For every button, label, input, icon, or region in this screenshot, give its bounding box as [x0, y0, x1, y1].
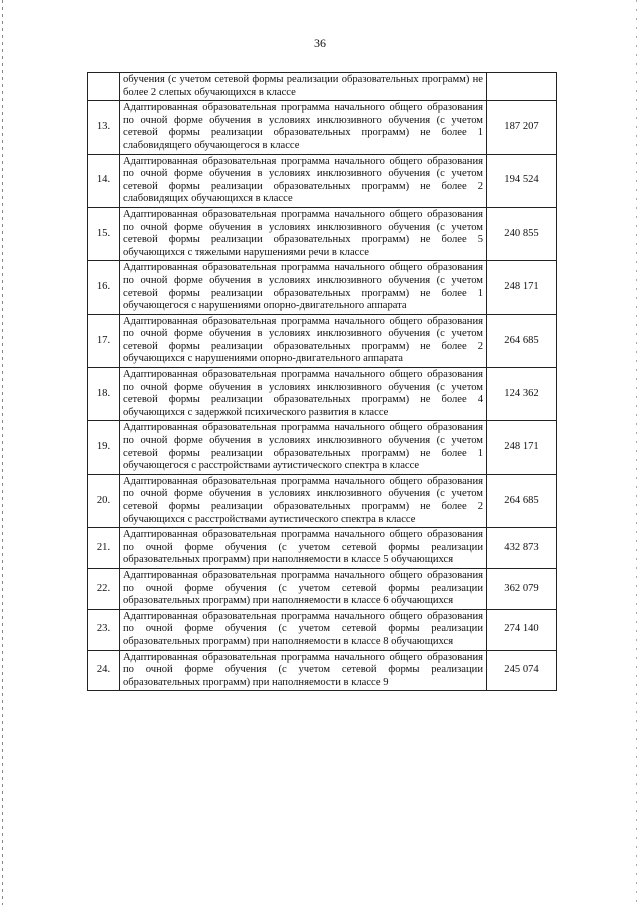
cost-value: 264 685 — [487, 474, 557, 527]
cost-value: 248 171 — [487, 261, 557, 314]
program-description: Адаптированная образовательная программа начального общего образования по очной форме обучения (с учетом сетевой формы реализации образовательных программ) при наполняемости в классе 8 обучающихся — [120, 609, 487, 650]
table-row — [88, 528, 557, 569]
program-description: Адаптированная образовательная программа начального общего образования по очной форме обучения в условиях инклюзивного обучения (с учетом сетевой формы реализации образовательных программ) не более 2 слабовидящих обучающихся в классе — [120, 154, 487, 207]
table-row — [88, 474, 557, 527]
table-row — [88, 261, 557, 314]
cost-value: 245 074 — [487, 650, 557, 691]
row-number: 19. — [88, 421, 120, 474]
cost-table — [87, 72, 557, 691]
program-description: Адаптированная образовательная программа начального общего образования по очной форме обучения (с учетом сетевой формы реализации образовательных программ) при наполняемости в классе 9 — [120, 650, 487, 691]
table-row — [88, 421, 557, 474]
cost-value: 240 855 — [487, 207, 557, 260]
row-number: 22. — [88, 568, 120, 609]
table-row — [88, 154, 557, 207]
cost-value: 187 207 — [487, 101, 557, 154]
table-row — [88, 314, 557, 367]
page-number: 36 — [314, 36, 326, 50]
table-row — [88, 73, 557, 101]
cost-value: 194 524 — [487, 154, 557, 207]
table-row — [88, 568, 557, 609]
cost-value: 124 362 — [487, 368, 557, 421]
row-number — [88, 73, 120, 101]
row-number: 18. — [88, 368, 120, 421]
program-description: Адаптированная образовательная программа начального общего образования по очной форме обучения (с учетом сетевой формы реализации образовательных программ) при наполняемости в классе 5 обучающихся — [120, 528, 487, 569]
row-number: 14. — [88, 154, 120, 207]
scan-edge-left — [2, 0, 3, 905]
cost-value: 264 685 — [487, 314, 557, 367]
scan-edge-right — [636, 0, 637, 905]
table-row — [88, 207, 557, 260]
cost-value: 432 873 — [487, 528, 557, 569]
program-description: обучения (с учетом сетевой формы реализации образовательных программ) не более 2 слепых обучающихся в классе — [120, 73, 487, 101]
row-number: 15. — [88, 207, 120, 260]
program-description: Адаптированная образовательная программа начального общего образования по очной форме обучения в условиях инклюзивного обучения (с учетом сетевой формы реализации образовательных программ) не более 2 обучающихся с расстройствами аутистического спектра в классе — [120, 474, 487, 527]
table-row — [88, 650, 557, 691]
program-description: Адаптированная образовательная программа начального общего образования по очной форме обучения (с учетом сетевой формы реализации образовательных программ) при наполняемости в классе 6 обучающихся — [120, 568, 487, 609]
table-row — [88, 101, 557, 154]
cost-value — [487, 73, 557, 101]
row-number: 16. — [88, 261, 120, 314]
table-row — [88, 368, 557, 421]
row-number: 23. — [88, 609, 120, 650]
row-number: 17. — [88, 314, 120, 367]
program-description: Адаптированная образовательная программа начального общего образования по очной форме обучения в условиях инклюзивного обучения (с учетом сетевой формы реализации образовательных программ) не более 1 слабовидящего обучающегося в классе — [120, 101, 487, 154]
row-number: 24. — [88, 650, 120, 691]
row-number: 13. — [88, 101, 120, 154]
program-description: Адаптированная образовательная программа начального общего образования по очной форме обучения в условиях инклюзивного обучения (с учетом сетевой формы реализации образовательных программ) не более 1 обучающегося с расстройствами аутистического спектра в классе — [120, 421, 487, 474]
row-number: 21. — [88, 528, 120, 569]
program-description: Адаптированная образовательная программа начального общего образования по очной форме обучения в условиях инклюзивного обучения (с учетом сетевой формы реализации образовательных программ) не более 1 обучающегося с нарушениями опорно-двигательного аппарата — [120, 261, 487, 314]
row-number: 20. — [88, 474, 120, 527]
cost-value: 274 140 — [487, 609, 557, 650]
program-description: Адаптированная образовательная программа начального общего образования по очной форме обучения в условиях инклюзивного обучения (с учетом сетевой формы реализации образовательных программ) не более 4 обучающихся с задержкой психического развития в классе — [120, 368, 487, 421]
table-row — [88, 609, 557, 650]
program-description: Адаптированная образовательная программа начального общего образования по очной форме обучения в условиях инклюзивного обучения (с учетом сетевой формы реализации образовательных программ) не более 2 обучающихся с нарушениями опорно-двигательного аппарата — [120, 314, 487, 367]
cost-value: 248 171 — [487, 421, 557, 474]
program-description: Адаптированная образовательная программа начального общего образования по очной форме обучения в условиях инклюзивного обучения (с учетом сетевой формы реализации образовательных программ) не более 5 обучающихся с тяжелыми нарушениями речи в классе — [120, 207, 487, 260]
cost-value: 362 079 — [487, 568, 557, 609]
